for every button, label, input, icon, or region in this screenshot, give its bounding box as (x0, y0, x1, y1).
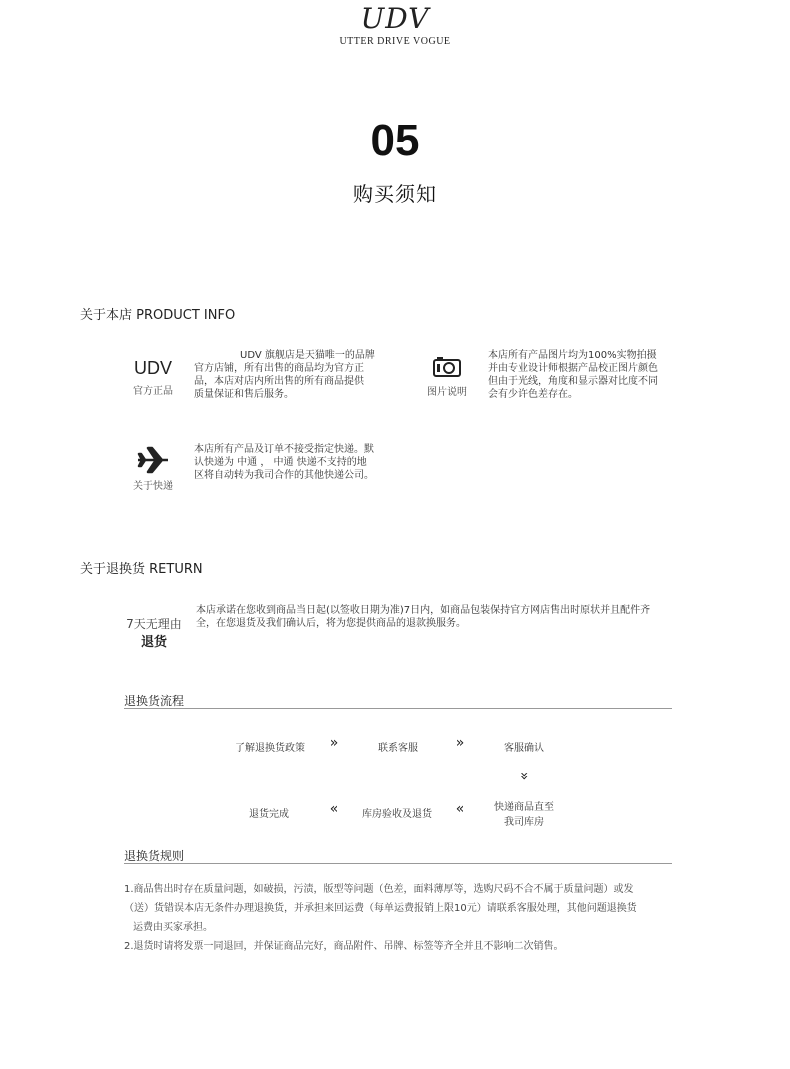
rules-heading: 退换货规则 (124, 849, 185, 863)
flow-step-6: 退货完成 (249, 809, 289, 820)
photos-label: 图片说明 (427, 387, 467, 398)
flow-step-2: 联系客服 (378, 743, 418, 754)
shipping-label: 关于快递 (133, 481, 173, 492)
policy-label-line1: 7天无理由 (126, 617, 182, 631)
brand-logo: UDV (360, 2, 430, 35)
photos-text: 本店所有产品图片均为100%实物拍摄 并由专业设计师根据产品校正图片颜色 但由于光线，角度和显示器对比度不同 会有少许色差存在。 (488, 350, 658, 400)
flow-step-5: 库房验收及退货 (362, 809, 432, 820)
udv-brand-mark: UDV (133, 358, 172, 378)
authentic-label: 官方正品 (133, 386, 173, 397)
flow-step-4: 快递商品直至 我司库房 (494, 802, 554, 828)
flow-step-1: 了解退换货政策 (235, 743, 305, 754)
section-number: 05 (370, 116, 420, 165)
camera-icon (432, 356, 462, 378)
authentic-text: UDV 旗舰店是天猫唯一的品牌 官方店铺，所有出售的商品均为官方正 品，本店对店内所出售的所有商品提供 质量保证和售后服务。 (194, 350, 375, 400)
brand-tagline: UTTER DRIVE VOGUE (339, 36, 451, 47)
rules-text: 1.商品售出时存在质量问题，如破损，污渍，版型等问题（色差，面料薄厚等，选购尺码不合不属于质量问题）或发 （送）货错误本店无条件办理退换货，并承担来回运费（每单运费报销上限10元）请联系客服处理，其他问题退换货 运费由买家承担。 2.退货时请将发票一同退回，并保证商品完好，商品附件、吊牌、标签等齐全并且不影响二次销售。 (124, 884, 637, 952)
airplane-icon (136, 446, 170, 474)
shipping-text: 本店所有产品及订单不接受指定快递。默 认快递为 中通 ， 中通 快递不支持的地 区将自动转为我司合作的其他快递公司。 (194, 444, 374, 481)
rules-divider (124, 863, 672, 864)
section-title: 购买须知 (353, 182, 437, 206)
return-info-heading: 关于退换货 RETURN (80, 562, 203, 577)
arrow-right-icon: » (329, 735, 339, 751)
product-info-heading: 关于本店 PRODUCT INFO (80, 308, 236, 323)
arrow-left-icon: « (329, 801, 339, 817)
arrow-right-icon: » (455, 735, 465, 751)
policy-text: 本店承诺在您收到商品当日起(以签收日期为准)7日内，如商品包装保持官方网店售出时原状并且配件齐 全，在您退货及我们确认后，将为您提供商品的退款换服务。 (196, 605, 651, 629)
arrow-down-icon: » (516, 771, 532, 781)
arrow-left-icon: « (455, 801, 465, 817)
process-divider (124, 708, 672, 709)
process-heading: 退换货流程 (124, 694, 185, 708)
flow-step-3: 客服确认 (504, 743, 544, 754)
policy-label-line2: 退货 (140, 635, 167, 650)
